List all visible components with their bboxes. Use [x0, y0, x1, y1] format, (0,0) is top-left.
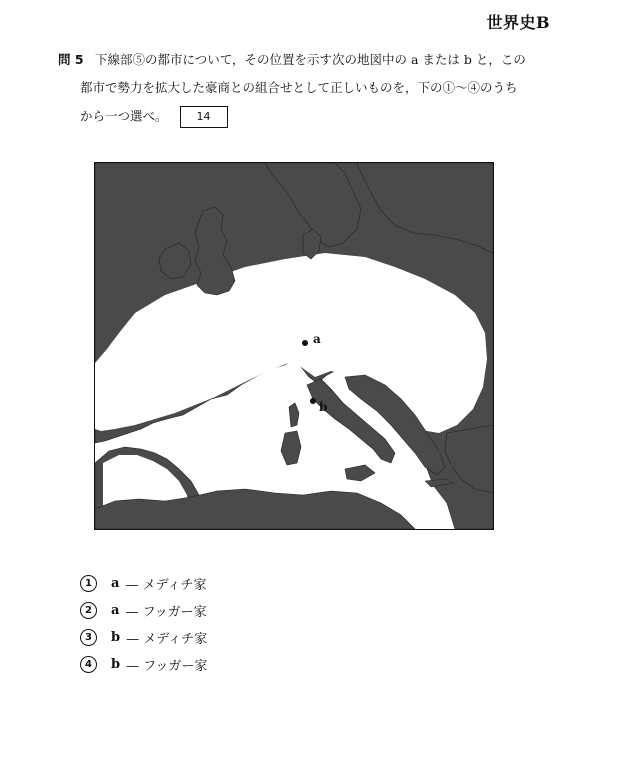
aegean-island [437, 451, 441, 455]
aegean-island [444, 458, 447, 461]
question-text-line-1: 下線部⑤の都市について，その位置を示す次の地図中の a または b と，この [95, 52, 526, 67]
question-text-line-3 [80, 106, 228, 128]
option-text: — フッガー家 [126, 659, 208, 674]
question-text-line-3-label: から一つ選べ。 [80, 108, 168, 124]
map-label-a: a [313, 332, 321, 346]
option-2[interactable] [80, 597, 207, 624]
option-3[interactable] [80, 624, 207, 651]
option-letter: a [111, 576, 120, 591]
answer-options [80, 570, 207, 678]
map-point-b [310, 398, 316, 404]
option-text: — メディチ家 [126, 632, 208, 647]
page-header-title: 世界史B [486, 13, 550, 32]
option-4[interactable] [80, 651, 207, 678]
option-number-circle: 3 [80, 629, 97, 646]
option-letter: b [111, 630, 121, 645]
question-text-line-2: 都市で勢力を拡大した豪商との組合せとして正しいものを，下の①〜④のうち [80, 80, 518, 95]
option-number-circle: 2 [80, 602, 97, 619]
option-1[interactable] [80, 570, 207, 597]
aegean-island [450, 464, 453, 467]
option-letter: a [111, 603, 120, 618]
option-number-circle: 1 [80, 575, 97, 592]
option-number-circle: 4 [80, 656, 97, 673]
option-text: — フッガー家 [125, 605, 207, 620]
question-number: 問 5 [58, 52, 84, 67]
option-text: — メディチ家 [125, 578, 207, 593]
answer-box: 14 [180, 106, 228, 128]
map-label-b: b [319, 400, 328, 414]
map-svg [95, 163, 493, 529]
map-point-a [302, 340, 308, 346]
europe-map [94, 162, 494, 530]
option-letter: b [111, 657, 121, 672]
